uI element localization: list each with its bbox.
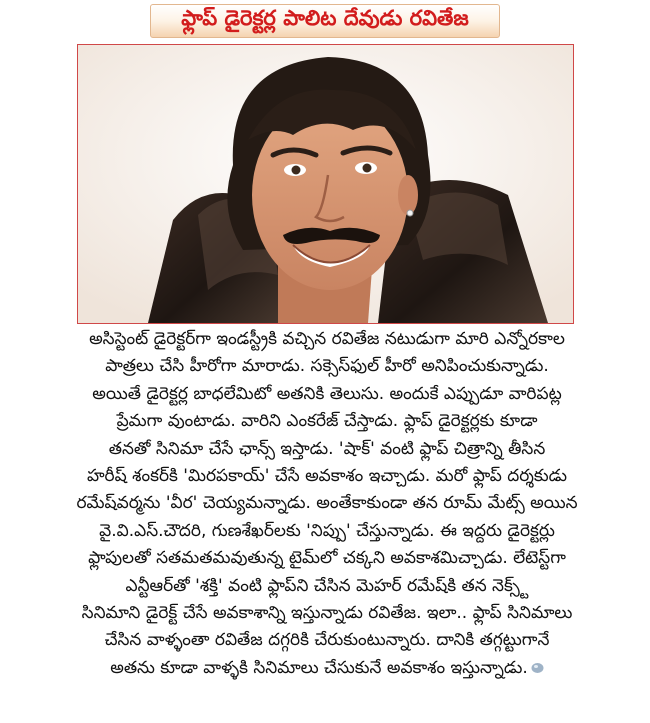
article-photo (77, 44, 574, 324)
article-line: హరీష్ శంకర్‌కి 'మిరపకాయ్' చేసే అవకాశం ఇచ్చాడు. మరో ఫ్లాప్ దర్శకుడు (86, 466, 568, 487)
article-line: వై.వి.ఎస్.చౌదరి, గుణశేఖర్‌లకు 'నిప్పు' చేస్తున్నాడు. ఈ ఇద్దరు డైరెక్టర్లు (99, 520, 555, 541)
portrait-illustration (78, 45, 573, 323)
article-last-line (67, 655, 587, 682)
article-line: పాత్రలు చేసి హీరోగా మారాడు. సక్సెస్‌ఫుల్ హీరో అనిపించుకున్నాడు. (105, 356, 549, 377)
article-line-text: అతను కూడా వాళ్ళకి సినిమాలు చేసుకునే అవకాశం ఇస్తున్నాడు. (110, 657, 528, 678)
article-end-icon (531, 662, 544, 674)
article-line: అసిస్టెంట్ డైరెక్టర్‌గా ఇండస్ట్రీకి వచ్చిన రవితేజ నటుడుగా మారి ఎన్నోరకాల (89, 329, 565, 349)
article-line: తనతో సినిమా చేసే ఛాన్స్ ఇస్తాడు. 'షాక్' వంటి ఫ్లాప్ చిత్రాన్ని తీసిన (108, 438, 546, 459)
headline-banner (150, 4, 500, 38)
headline: ఫ్లాప్ డైరెక్టర్ల పాలిట దేవుడు రవితేజ (181, 6, 469, 30)
article-line: అయితే డైరెక్టర్ల బాధలేమిటో అతనికి తెలుసు. అందుకే ఎప్పుడూ వారిపట్ల (92, 383, 562, 404)
article-body (67, 326, 587, 682)
article-line: ప్రేమగా వుంటాడు. వారిని ఎంకరేజ్ చేస్తాడు. ఫ్లాప్ డైరెక్టర్లకు కూడా (116, 411, 538, 432)
article-line: రమేష్‌వర్మను 'వీర' చెయ్యమన్నాడు. అంతేకాకుండా తన రూమ్ మేట్స్ అయిన (76, 493, 578, 514)
article-line: ఎన్టీఆర్‌తో 'శక్తి' వంటి ఫ్లాప్‌ని చేసిన మెహర్ రమేష్‌కి తన నెక్స్ట్ (125, 575, 529, 596)
article-line: సినిమాని డైరెక్ట్ చేసే అవకాశాన్ని ఇస్తున్నాడు రవితేజ. ఇలా.. ఫ్లాప్ సినిమాలు (81, 603, 573, 624)
article-line: ఫ్లాపులతో సతమతమవుతున్న టైమ్‌లో చక్కని అవకాశమిచ్చాడు. లేటెస్ట్‌గా (88, 548, 566, 569)
article-line: చేసిన వాళ్ళంతా రవితేజ దగ్గరికి చేరుకుంటున్నారు. దానికి తగ్గట్టుగానే (104, 630, 550, 651)
